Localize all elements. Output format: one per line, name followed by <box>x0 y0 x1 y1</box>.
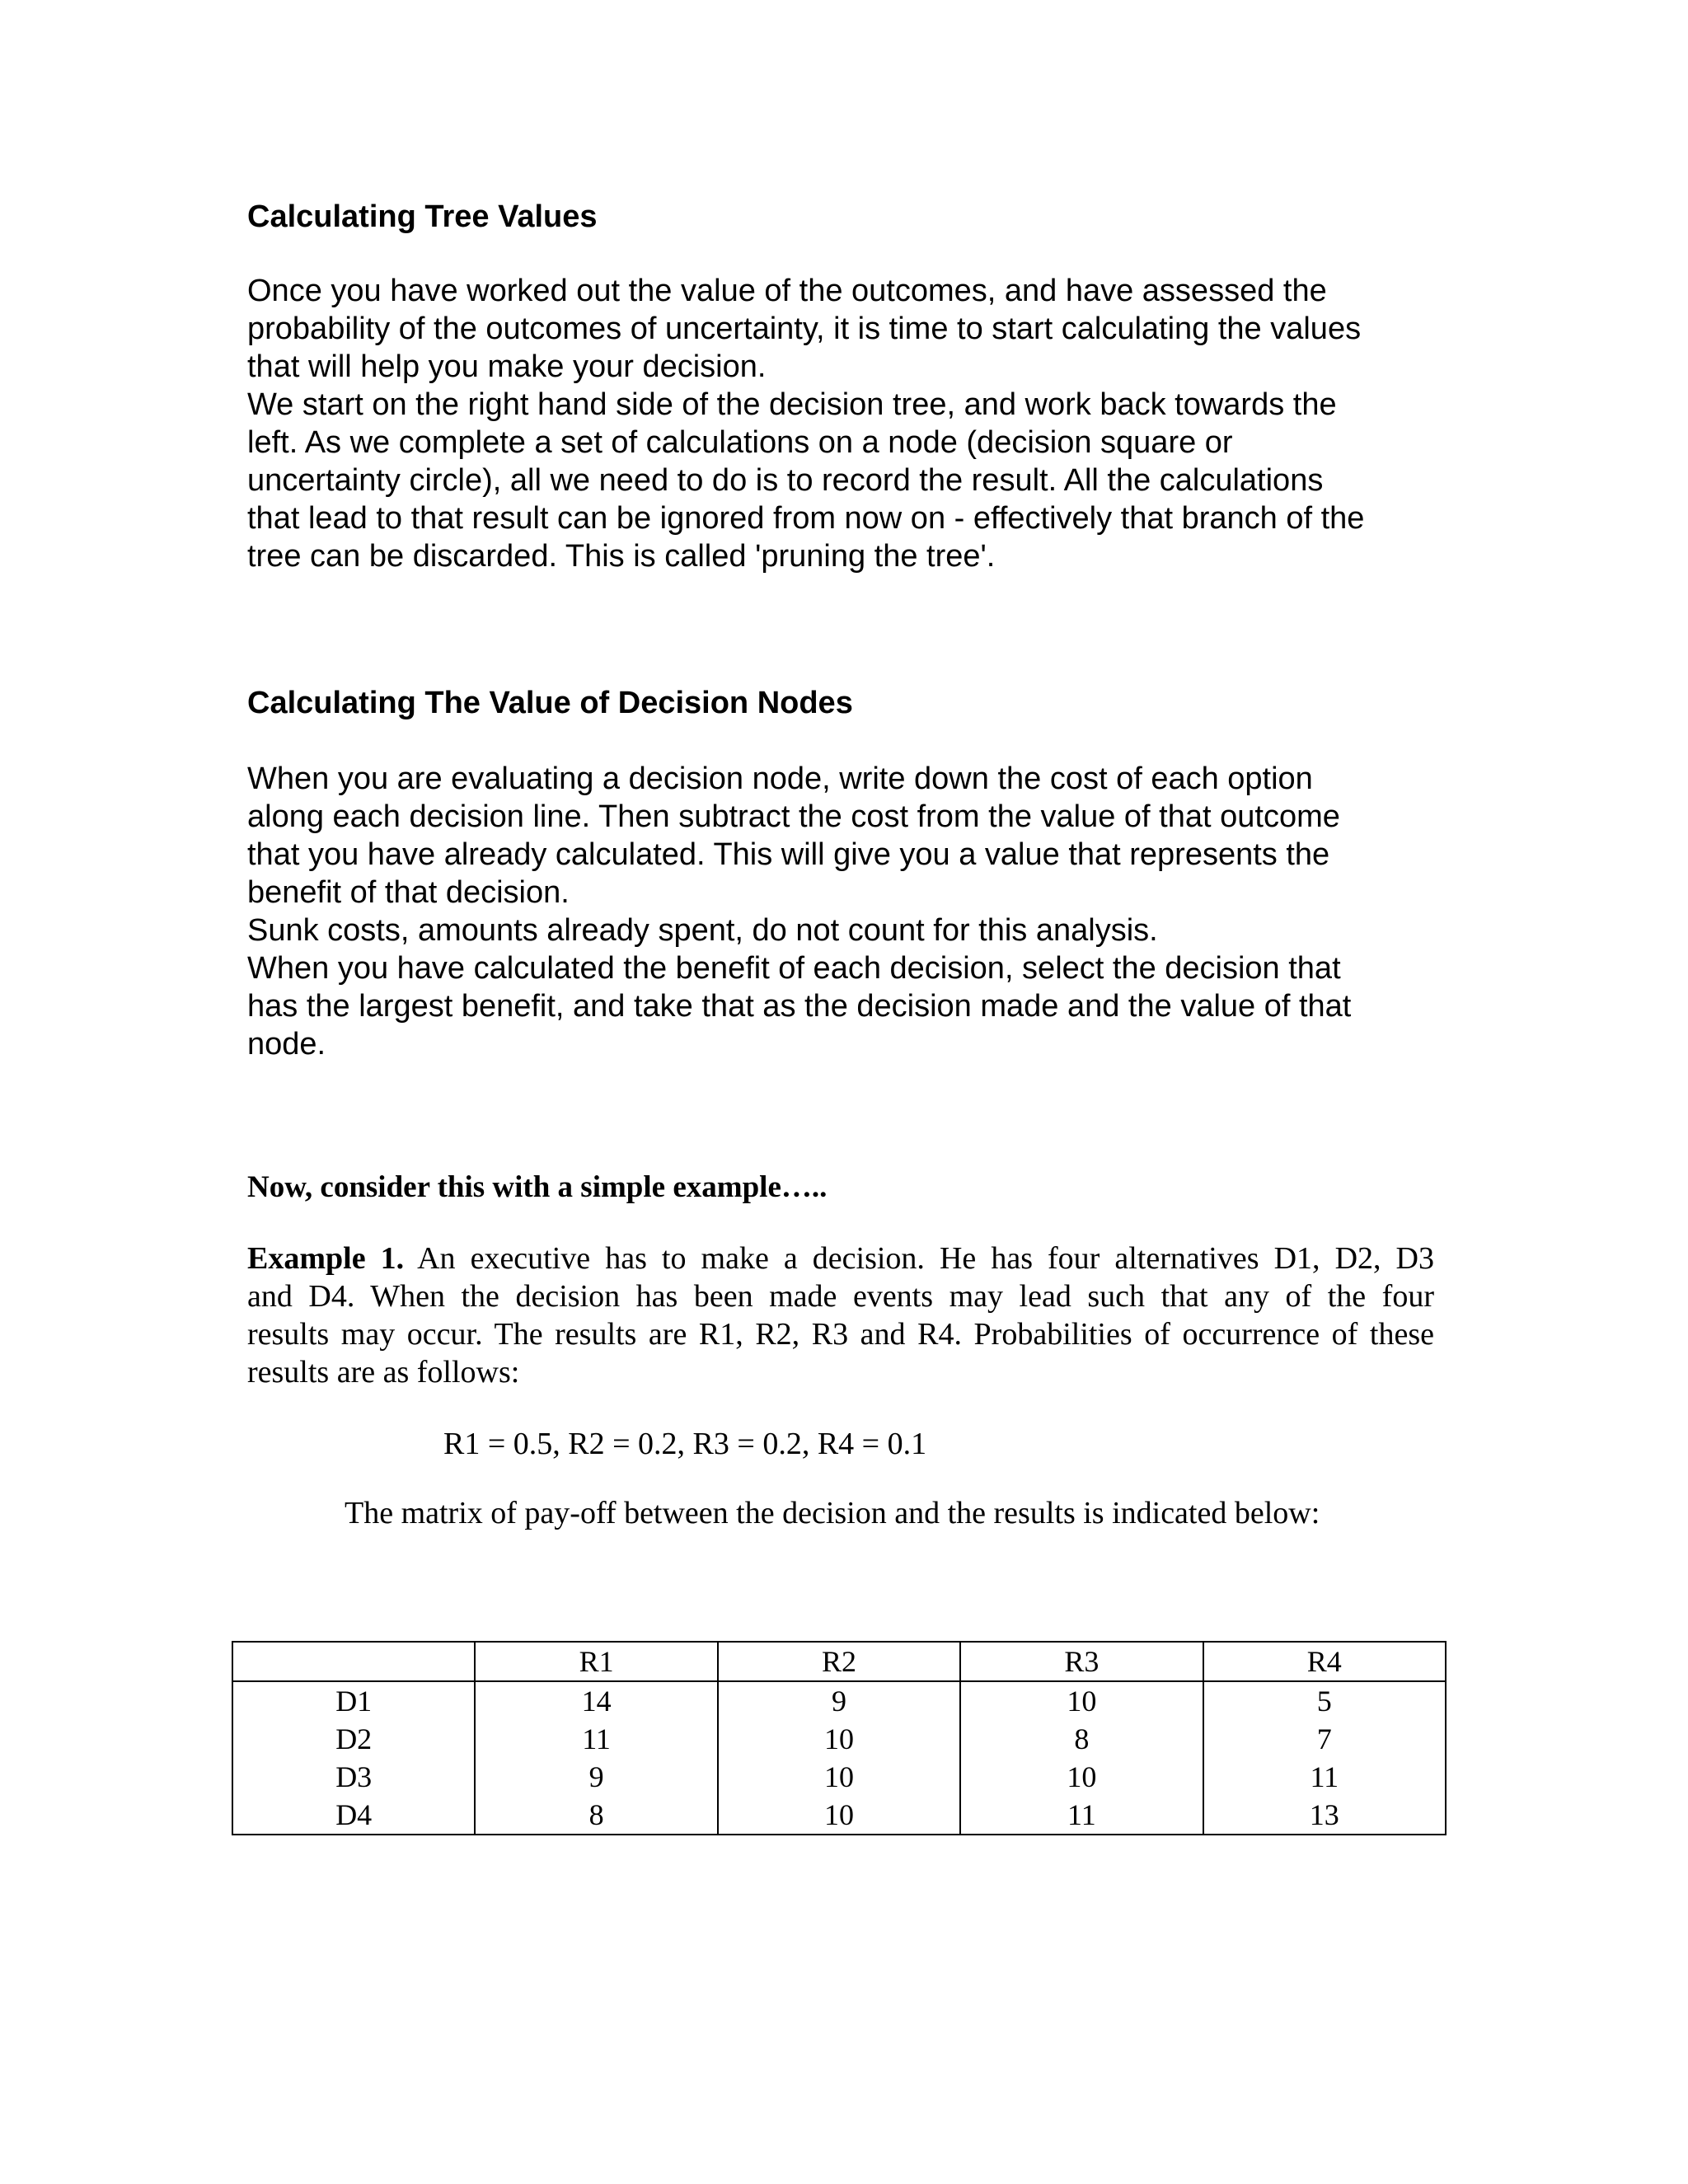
text-line: Once you have worked out the value of the outcomes, and have assessed the <box>247 274 1327 308</box>
text-line <box>247 1240 1434 1277</box>
table-header-cell: R3 <box>960 1642 1203 1681</box>
table-cell: 10 <box>718 1758 960 1796</box>
text-line: tree can be discarded. This is called 'pruning the tree'. <box>247 539 996 574</box>
example-paragraph <box>247 1240 1434 1391</box>
table-header-cell: R4 <box>1203 1642 1446 1681</box>
text-line: benefit of that decision. <box>247 875 570 910</box>
table-cell: 13 <box>1203 1796 1446 1835</box>
section-heading-tree-values: Calculating Tree Values <box>247 199 598 234</box>
text-segment: An executive has to make a decision. He has four alternatives D1, D2, D3 <box>417 1241 1435 1276</box>
paragraph-tree-values <box>247 272 1484 575</box>
text-line: Sunk costs, amounts already spent, do not count for this analysis. <box>247 913 1158 948</box>
text-line: that lead to that result can be ignored from now on - effectively that branch of the <box>247 501 1365 536</box>
text-line: and D4. When the decision has been made events may lead such that any of the four <box>247 1279 1434 1314</box>
text-line: We start on the right hand side of the decision tree, and work back towards the <box>247 387 1337 422</box>
table-row <box>232 1758 1446 1796</box>
table-cell: 8 <box>475 1796 717 1835</box>
table-cell: 8 <box>960 1720 1203 1758</box>
section-heading-decision-nodes: Calculating The Value of Decision Nodes <box>247 686 853 720</box>
table-cell: D3 <box>232 1758 475 1796</box>
table-cell: 11 <box>1203 1758 1446 1796</box>
table-cell: 11 <box>960 1796 1203 1835</box>
text-line: along each decision line. Then subtract the cost from the value of that outcome <box>247 799 1340 834</box>
table-cell: 7 <box>1203 1720 1446 1758</box>
text-line: uncertainty circle), all we need to do is to record the result. All the calculations <box>247 463 1324 498</box>
table-cell: 10 <box>960 1681 1203 1720</box>
payoff-matrix-table <box>232 1641 1447 1835</box>
table-header-cell: R1 <box>475 1642 717 1681</box>
table-cell: 10 <box>960 1758 1203 1796</box>
text-line: results may occur. The results are R1, R2, R3 and R4. Probabilities of occurrence of these <box>247 1317 1434 1352</box>
text-line: that will help you make your decision. <box>247 349 767 384</box>
example-intro-heading: Now, consider this with a simple example….. <box>247 1170 828 1204</box>
table-cell: D1 <box>232 1681 475 1720</box>
table-cell: 10 <box>718 1796 960 1835</box>
table-row <box>232 1796 1446 1835</box>
table-cell: 9 <box>475 1758 717 1796</box>
table-header-cell <box>232 1642 475 1681</box>
table-cell: 11 <box>475 1720 717 1758</box>
text-line: results are as follows: <box>247 1355 520 1390</box>
table-header-row <box>232 1642 1446 1681</box>
text-line: that you have already calculated. This will give you a value that represents the <box>247 837 1330 872</box>
table-cell: 14 <box>475 1681 717 1720</box>
table-row <box>232 1720 1446 1758</box>
table-cell: 10 <box>718 1720 960 1758</box>
table-header-cell: R2 <box>718 1642 960 1681</box>
table-cell: D4 <box>232 1796 475 1835</box>
table-cell: D2 <box>232 1720 475 1758</box>
text-line: When you have calculated the benefit of each decision, select the decision that <box>247 951 1341 986</box>
text-line: node. <box>247 1027 326 1062</box>
table-cell: 9 <box>718 1681 960 1720</box>
table-row <box>232 1681 1446 1720</box>
text-line: left. As we complete a set of calculations on a node (decision square or <box>247 425 1233 460</box>
example-label: Example 1. <box>247 1241 405 1276</box>
text-line: When you are evaluating a decision node, write down the cost of each option <box>247 762 1313 796</box>
text-line: probability of the outcomes of uncertainty, it is time to start calculating the values <box>247 312 1362 346</box>
paragraph-decision-nodes <box>247 760 1484 1063</box>
matrix-intro-line: The matrix of pay-off between the decision and the results is indicated below: <box>345 1496 1320 1530</box>
probabilities-line: R1 = 0.5, R2 = 0.2, R3 = 0.2, R4 = 0.1 <box>443 1427 927 1461</box>
text-line: has the largest benefit, and take that as the decision made and the value of that <box>247 989 1352 1024</box>
table-cell: 5 <box>1203 1681 1446 1720</box>
